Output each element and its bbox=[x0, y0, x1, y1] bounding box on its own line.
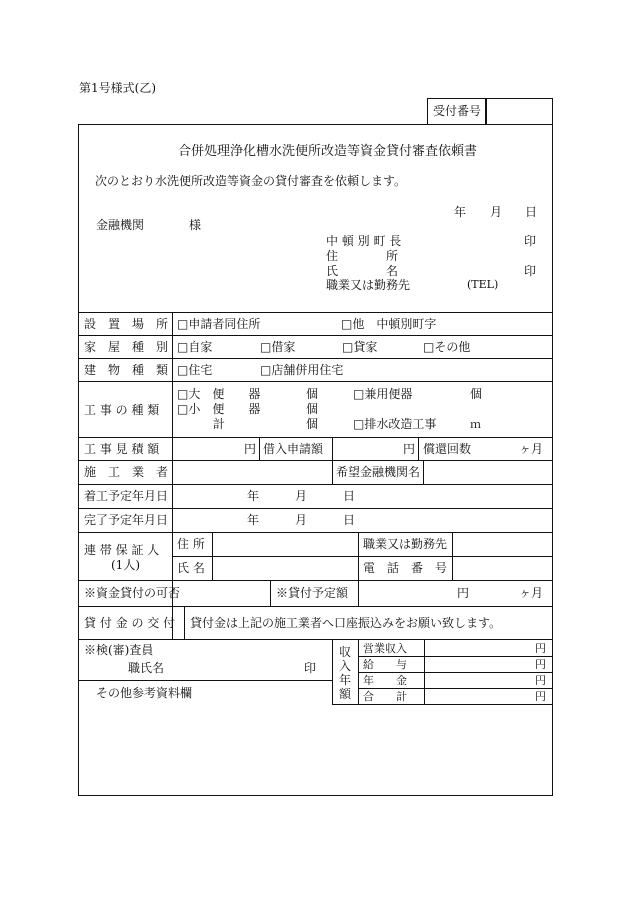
house-rented-checkbox[interactable]: □借家 bbox=[260, 340, 296, 354]
estimate-yen: 円 bbox=[244, 442, 257, 456]
work-small-checkbox[interactable]: □小 便 器 bbox=[177, 402, 261, 416]
bank-label: 希望金融機関名 bbox=[336, 465, 421, 479]
applicant-seal: 印 bbox=[524, 264, 537, 278]
guarantor-count: (1人) bbox=[111, 558, 140, 572]
contractor-label: 施 工 業 者 bbox=[84, 465, 169, 479]
building-house-checkbox[interactable]: □住宅 bbox=[177, 363, 213, 377]
mayor-label: 中 頓 別 町 長 bbox=[326, 234, 402, 248]
location-same-checkbox[interactable]: □申請者同住所 bbox=[177, 317, 261, 331]
planned-yen: 円 bbox=[457, 586, 470, 600]
income-yen-4: 円 bbox=[535, 690, 546, 703]
work-small-unit: 個 bbox=[306, 402, 319, 416]
income-item-pension: 年 金 bbox=[363, 674, 407, 687]
receipt-label: 受付番号 bbox=[433, 104, 482, 118]
guarantor-workplace-label: 職業又は勤務先 bbox=[363, 537, 448, 551]
income-item-salary: 給 与 bbox=[363, 658, 407, 671]
delivery-text: 貸付金は上記の施工業者へ口座振込みをお願い致します。 bbox=[190, 616, 502, 630]
receipt-number-field[interactable] bbox=[488, 100, 550, 123]
repay-label: 償還回数 bbox=[423, 442, 472, 456]
applicant-address-label: 住 所 bbox=[326, 249, 399, 263]
work-type-label: 工 事 の 種 類 bbox=[84, 403, 160, 417]
location-other-checkbox[interactable]: □他 中頓別町字 bbox=[341, 317, 437, 331]
work-combined-checkbox[interactable]: □兼用便器 bbox=[353, 387, 413, 401]
finish-day: 日 bbox=[343, 513, 356, 527]
mayor-seal: 印 bbox=[524, 234, 537, 248]
form-title: 合併処理浄化槽水洗便所改造等資金貸付審査依頼書 bbox=[178, 144, 478, 159]
loan-yen: 円 bbox=[403, 442, 416, 456]
addressee-label: 金融機関 bbox=[96, 218, 145, 232]
work-drain-checkbox[interactable]: □排水改造工事 bbox=[353, 417, 437, 431]
applicant-workplace-label: 職業又は勤務先 bbox=[326, 278, 411, 292]
work-total-unit: 個 bbox=[306, 417, 319, 431]
date-year: 年 bbox=[454, 205, 467, 219]
start-year: 年 bbox=[247, 489, 260, 503]
income-yen-2: 円 bbox=[535, 658, 546, 671]
house-type-label: 家 屋 種 別 bbox=[84, 340, 169, 354]
house-own-checkbox[interactable]: □自家 bbox=[177, 340, 213, 354]
building-type-label: 建 物 種 類 bbox=[84, 363, 169, 377]
inspector-title: 職氏名 bbox=[128, 661, 165, 675]
intro-text: 次のとおり水洗便所改造等資金の貸付審査を依頼します。 bbox=[95, 174, 407, 188]
finish-label: 完了予定年月日 bbox=[84, 513, 169, 527]
delivery-label: 貸 付 金 の 交 付 bbox=[84, 616, 176, 630]
approval-label: ※資金貸付の可否 bbox=[84, 586, 181, 600]
house-lease-checkbox[interactable]: □貸家 bbox=[342, 340, 378, 354]
guarantor-name-label: 氏 名 bbox=[177, 561, 205, 575]
planned-months: ヶ月 bbox=[519, 586, 544, 600]
loan-label: 借入申請額 bbox=[263, 442, 324, 456]
income-yen-1: 円 bbox=[535, 642, 546, 655]
addressee-sama: 様 bbox=[189, 218, 202, 232]
start-month: 月 bbox=[295, 489, 308, 503]
form-number: 第1号様式(乙) bbox=[79, 81, 156, 95]
start-day: 日 bbox=[343, 489, 356, 503]
applicant-name-label: 氏 名 bbox=[326, 264, 399, 278]
date-day: 日 bbox=[525, 205, 538, 219]
work-total-label: 計 bbox=[213, 417, 226, 431]
finish-month: 月 bbox=[295, 513, 308, 527]
applicant-tel-label: (TEL) bbox=[467, 278, 499, 291]
inspector-seal: 印 bbox=[304, 661, 317, 675]
income-label: 収入年額 bbox=[339, 645, 352, 701]
guarantor-phone-label: 電 話 番 号 bbox=[363, 561, 448, 575]
other-reference-label: その他参考資料欄 bbox=[96, 686, 193, 700]
work-big-checkbox[interactable]: □大 便 器 bbox=[177, 387, 261, 401]
repay-months: ヶ月 bbox=[519, 442, 544, 456]
building-shop-checkbox[interactable]: □店舗併用住宅 bbox=[260, 363, 344, 377]
start-label: 着工予定年月日 bbox=[84, 489, 169, 503]
income-item-total: 合 計 bbox=[363, 690, 407, 703]
work-big-unit: 個 bbox=[306, 387, 319, 401]
guarantor-label: 連 帯 保 証 人 bbox=[84, 543, 160, 557]
work-combined-unit: 個 bbox=[470, 387, 483, 401]
date-month: 月 bbox=[490, 205, 503, 219]
house-other-checkbox[interactable]: □その他 bbox=[423, 340, 471, 354]
inspector-label: ※検(審)査員 bbox=[84, 643, 154, 657]
estimate-label: 工 事 見 積 額 bbox=[84, 442, 160, 456]
guarantor-address-label: 住 所 bbox=[177, 537, 205, 551]
income-item-business: 営業収入 bbox=[363, 642, 407, 655]
work-drain-unit: ｍ bbox=[470, 418, 481, 431]
income-yen-3: 円 bbox=[535, 674, 546, 687]
finish-year: 年 bbox=[247, 513, 260, 527]
location-label: 設 置 場 所 bbox=[84, 317, 169, 331]
planned-amount-label: ※貸付予定額 bbox=[276, 586, 349, 600]
